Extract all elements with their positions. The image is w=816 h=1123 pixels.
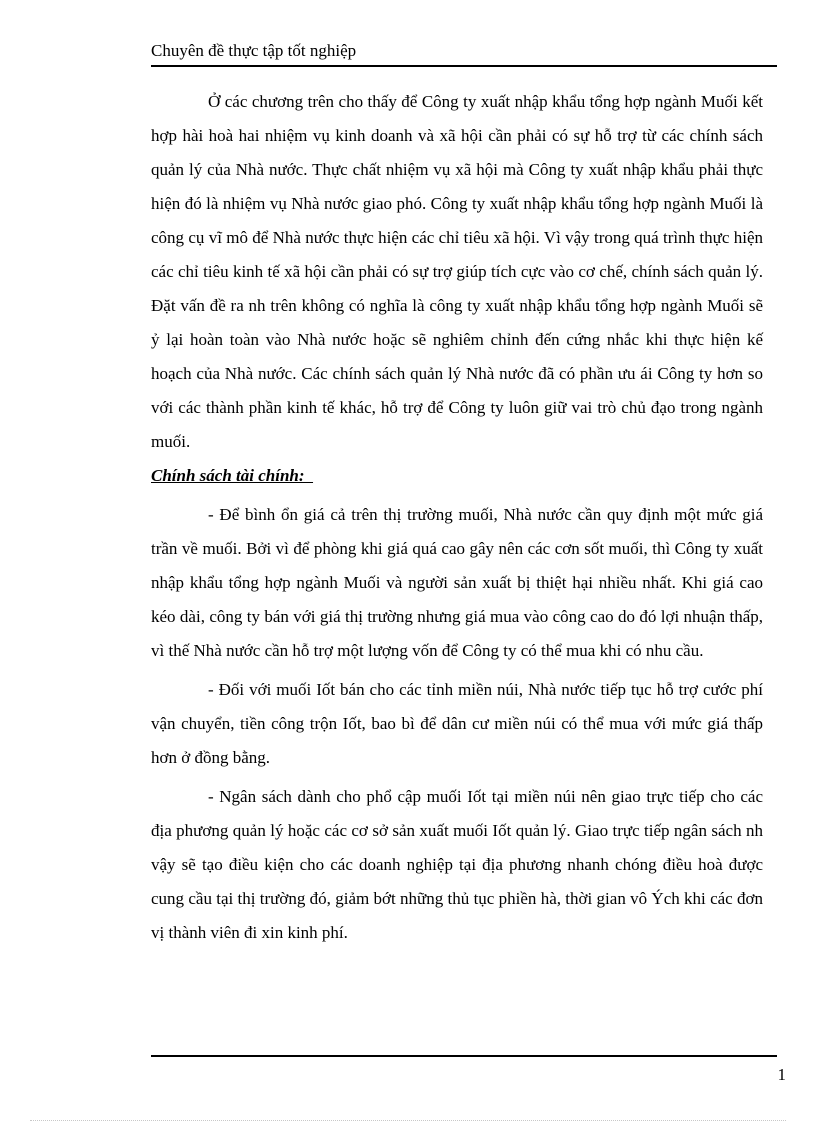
page-edge-divider xyxy=(30,1120,786,1121)
paragraph-item: - Ngân sách dành cho phổ cập muối Iốt tại miền núi nên giao trực tiếp cho các địa phương quản lý hoặc các cơ sở sản xuất muối Iốt quản lý. Giao trực tiếp ngân sách nh vậy sẽ tạo điều kiện cho các doanh nghiệp tại địa phương nhanh chóng điều hoà được cung cầu tại thị trường đó, giảm bớt những thủ tục phiền hà, thời gian vô Ých khi các đơn vị thành viên đi xin kinh phí. xyxy=(151,787,763,942)
footer-rule xyxy=(151,1055,777,1057)
header-rule xyxy=(151,65,777,67)
running-header: Chuyên đề thực tập tốt nghiệp xyxy=(151,41,357,60)
paragraph-item: - Đối với muối Iốt bán cho các tỉnh miền núi, Nhà nước tiếp tục hỗ trợ cước phí vận chuyển, tiền công trộn Iốt, bao bì để dân cư miền núi có thể mua với mức giá thấp hơn ở đồng bằng. xyxy=(151,680,763,767)
page-number: 1 xyxy=(777,1065,786,1084)
paragraph-item: - Để bình ổn giá cả trên thị trường muối, Nhà nước cần quy định một mức giá trần về muối. Bởi vì để phòng khi giá quá cao gây nên các cơn sốt muối, thì Công ty xuất nhập khẩu tổng hợp ngành Muối và người sản xuất bị thiệt hại nhiều nhất. Khi giá cao kéo dài, công ty bán với giá thị trường nhưng giá mua vào công cao do đó lợi nhuận thấp, vì thế Nhà nước cần hỗ trợ một lượng vốn để Công ty có thể mua khi có nhu cầu. xyxy=(151,505,763,660)
section-heading: Chính sách tài chính: xyxy=(151,466,314,485)
intro-paragraph: Ở các chương trên cho thấy để Công ty xuất nhập khẩu tổng hợp ngành Muối kết hợp hài hoà hai nhiệm vụ kinh doanh và xã hội cần phải có sự hỗ trợ từ các chính sách quản lý của Nhà nước. Thực chất nhiệm vụ xã hội mà Công ty xuất nhập khẩu phải thực hiện đó là nhiệm vụ Nhà nước giao phó. Công ty xuất nhập khẩu tổng hợp ngành Muối là công cụ vĩ mô để Nhà nước thực hiện các chỉ tiêu xã hội. Vì vậy trong quá trình thực hiện các chỉ tiêu kinh tế xã hội cần phải có sự trợ giúp tích cực vào cơ chế, chính sách quản lý. Đặt vấn đề ra nh trên không có nghĩa là công ty xuất nhập khẩu tổng hợp ngành Muối sẽ ỷ lại hoàn toàn vào Nhà nước hoặc sẽ nghiêm chỉnh đến cứng nhắc khi thực hiện kế hoạch của Nhà nước. Các chính sách quản lý Nhà nước đã có phần ưu ái Công ty hơn so với các thành phần kinh tế khác, hỗ trợ để Công ty luôn giữ vai trò chủ đạo trong ngành muối. xyxy=(151,92,763,451)
document-body xyxy=(151,85,763,950)
